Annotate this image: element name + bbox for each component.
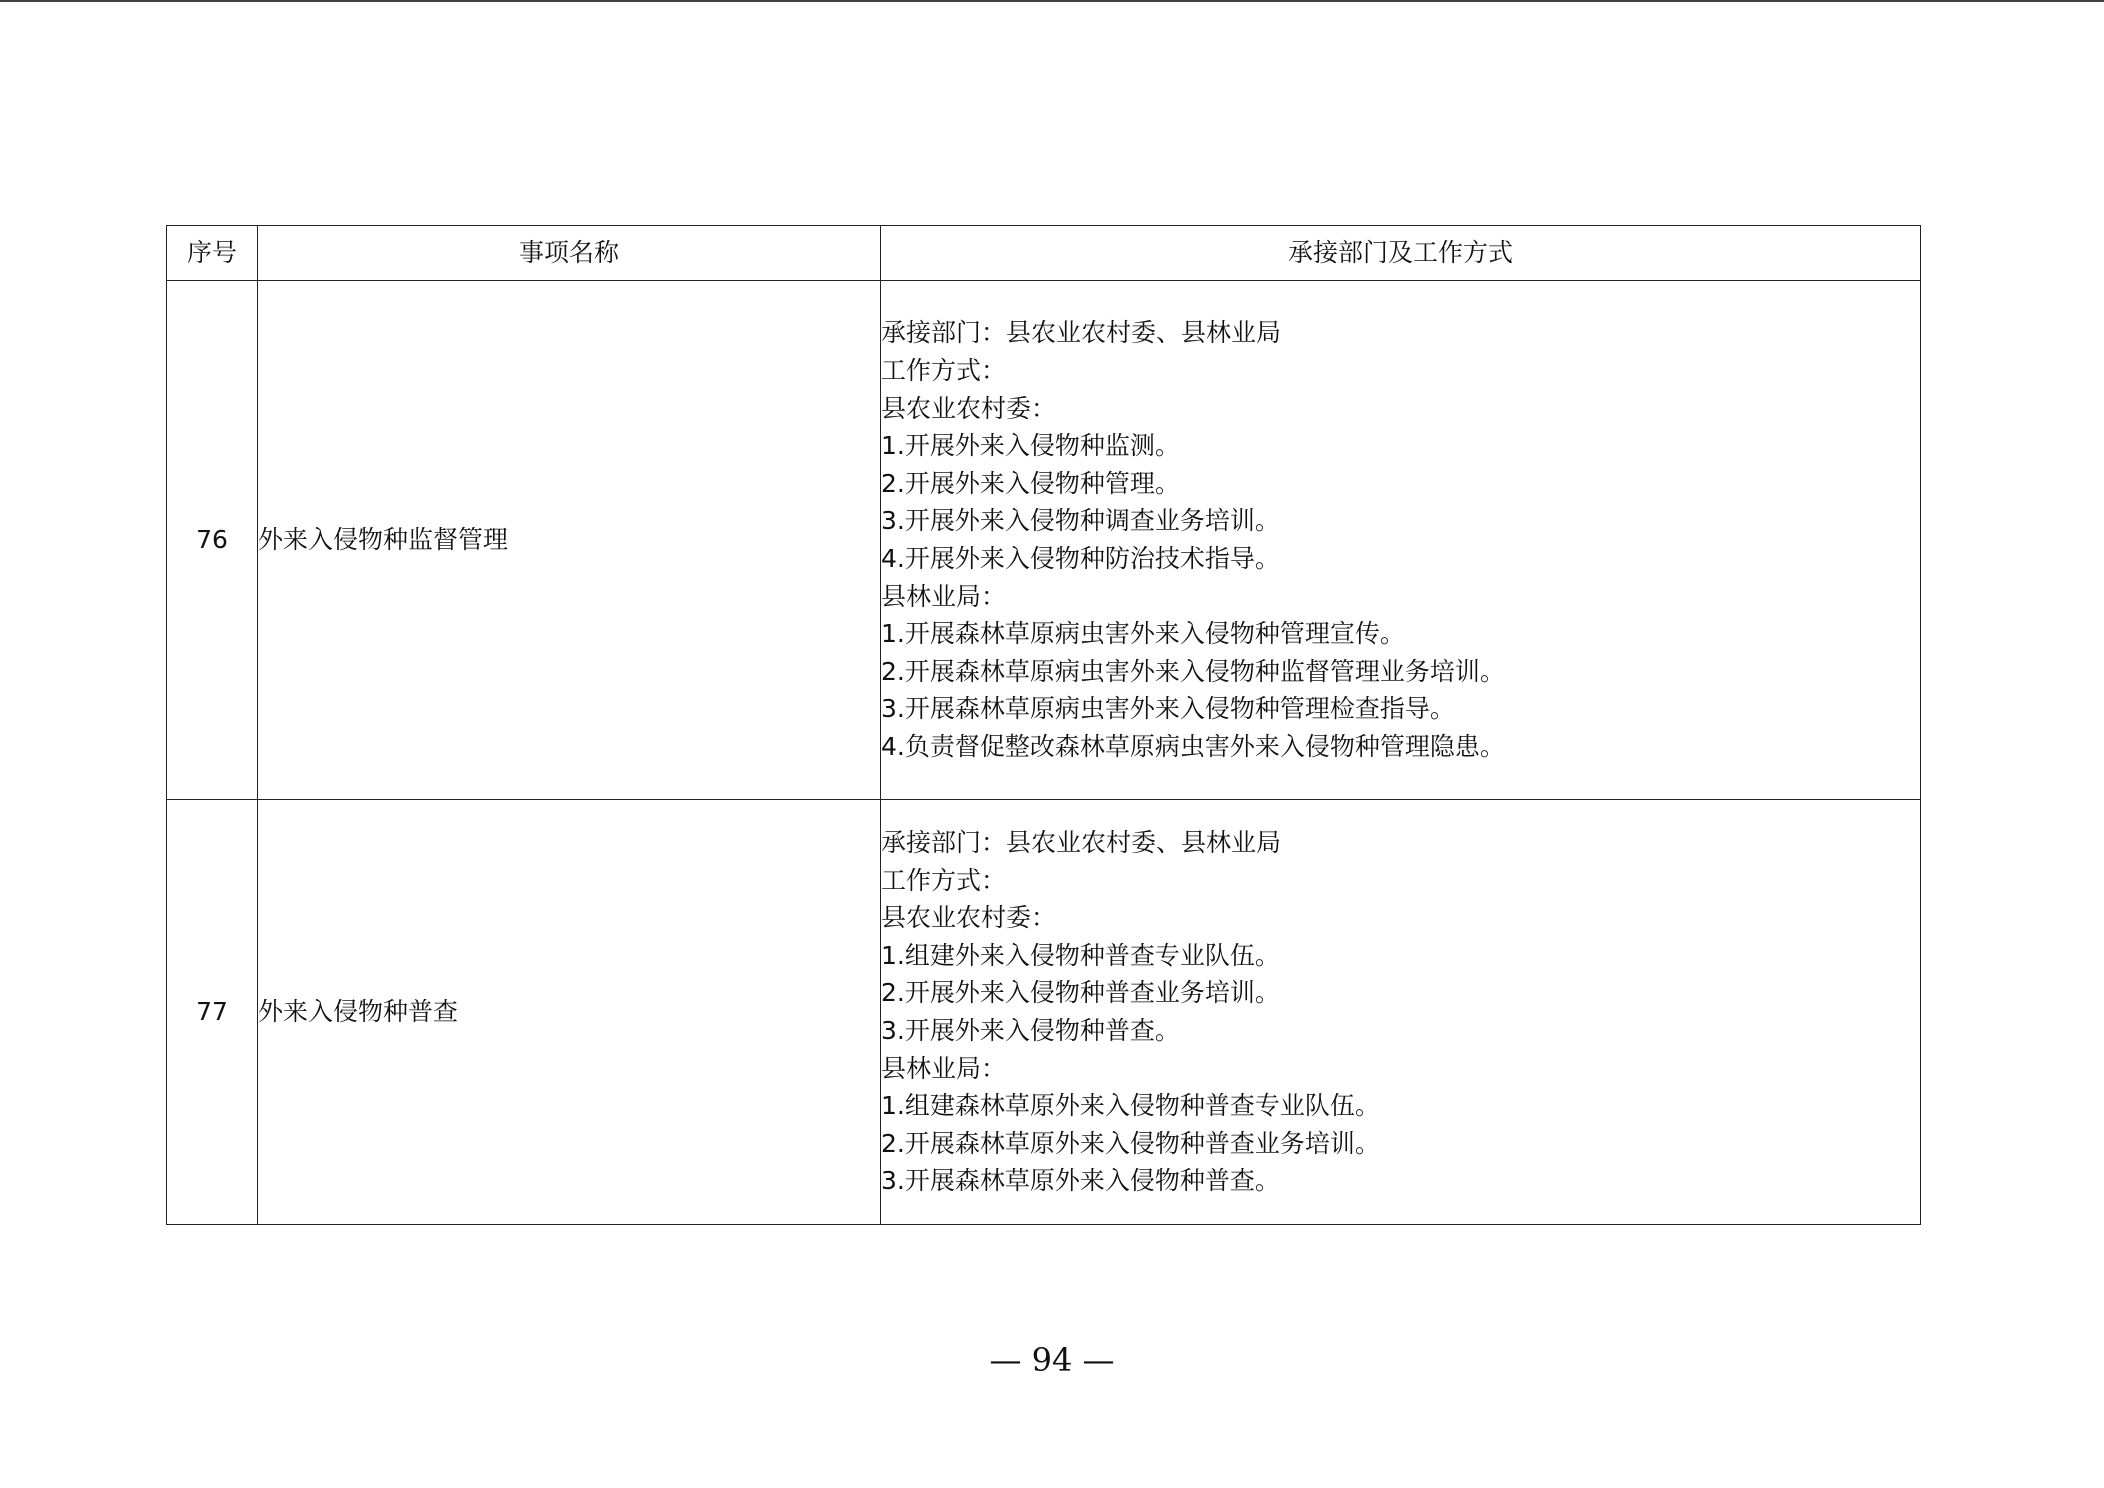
table-row [167, 800, 1921, 1225]
row-item-name: 外来入侵物种监督管理 [258, 281, 881, 800]
detail-line: 县农业农村委： [881, 903, 1057, 933]
detail-line: 1.组建森林草原外来入侵物种普查专业队伍。 [881, 1091, 1380, 1121]
detail-line: 县林业局： [881, 581, 1007, 611]
detail-line: 1.开展外来入侵物种监测。 [881, 431, 1180, 461]
detail-line: 4.开展外来入侵物种防治技术指导。 [881, 544, 1280, 573]
row-number: 77 [167, 800, 258, 1225]
detail-line: 3.开展森林草原病虫害外来入侵物种管理检查指导。 [881, 694, 1455, 724]
detail-line: 工作方式： [881, 865, 1007, 895]
table-row [167, 281, 1921, 800]
header-number: 序号 [167, 226, 258, 281]
top-border-line [0, 0, 2104, 2]
responsibility-table [166, 225, 1921, 1225]
detail-line: 2.开展外来入侵物种管理。 [881, 468, 1180, 498]
row-number: 76 [167, 281, 258, 800]
detail-line: 工作方式： [881, 356, 1007, 386]
detail-line: 承接部门：县农业农村委、县林业局 [881, 828, 1282, 858]
detail-line: 4.负责督促整改森林草原病虫害外来入侵物种管理隐患。 [881, 731, 1505, 761]
row-detail [881, 281, 1921, 800]
detail-line: 2.开展森林草原外来入侵物种普查业务培训。 [881, 1128, 1380, 1158]
header-department-and-method: 承接部门及工作方式 [881, 226, 1921, 281]
detail-line: 县林业局： [881, 1053, 1007, 1083]
header-item-name: 事项名称 [258, 226, 881, 281]
detail-line: 3.开展外来入侵物种普查。 [881, 1016, 1180, 1045]
table-header-row [167, 226, 1921, 281]
detail-line: 2.开展森林草原病虫害外来入侵物种监督管理业务培训。 [881, 656, 1505, 686]
detail-line: 3.开展森林草原外来入侵物种普查。 [881, 1166, 1280, 1196]
detail-line: 2.开展外来入侵物种普查业务培训。 [881, 978, 1280, 1008]
detail-line: 1.组建外来入侵物种普查专业队伍。 [881, 940, 1280, 970]
detail-line: 承接部门：县农业农村委、县林业局 [881, 318, 1282, 348]
detail-line: 县农业农村委： [881, 393, 1057, 423]
row-detail [881, 800, 1921, 1225]
detail-line: 1.开展森林草原病虫害外来入侵物种管理宣传。 [881, 619, 1405, 649]
page-number: — 94 — [989, 1341, 1115, 1379]
detail-line: 3.开展外来入侵物种调查业务培训。 [881, 506, 1280, 536]
row-item-name: 外来入侵物种普查 [258, 800, 881, 1225]
